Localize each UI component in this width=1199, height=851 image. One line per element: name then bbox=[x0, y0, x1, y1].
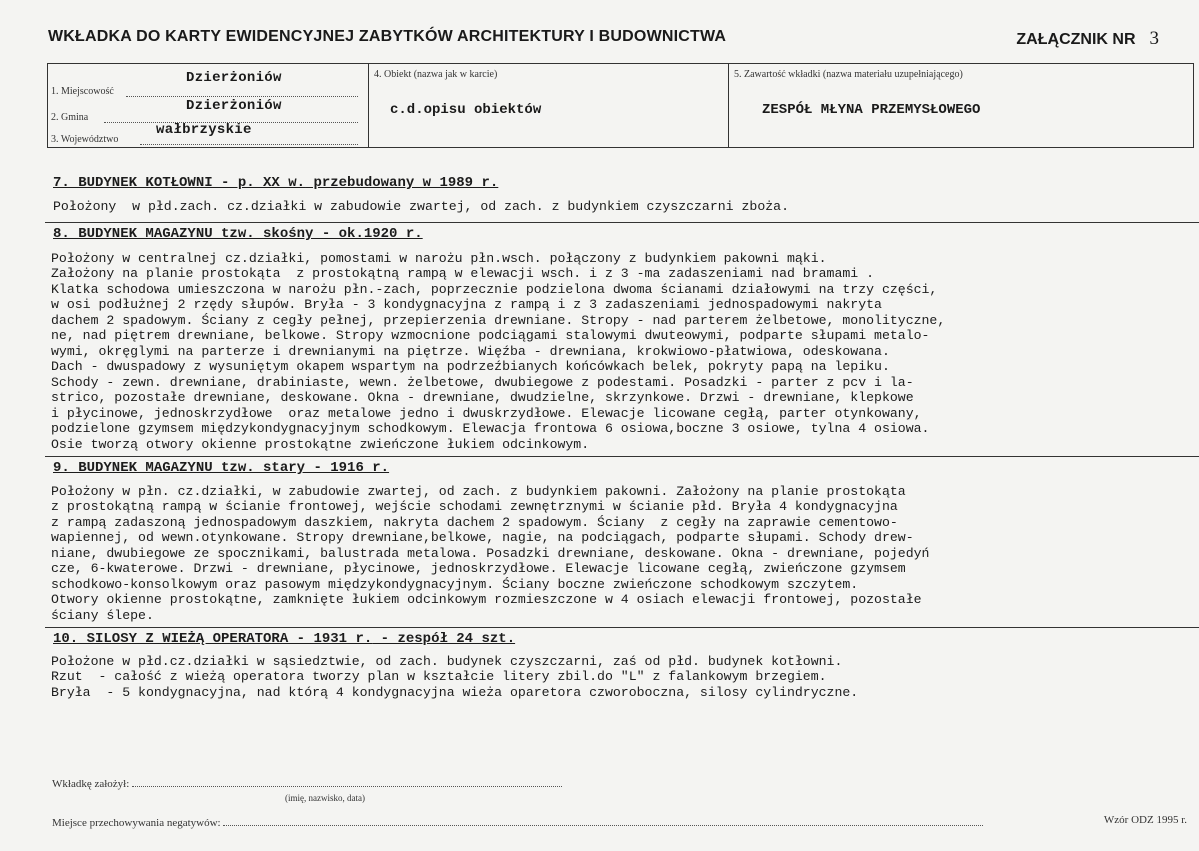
section-paragraph bbox=[47, 484, 1197, 624]
founder-row bbox=[52, 778, 562, 790]
section-warehouse-stary bbox=[47, 461, 1197, 623]
paragraph-line: w osi podłużnej 2 rzędy słupów. Bryła - 3 kondygnacyjna z rampą i z 3 zadaszeniami jednospadowymi nakryta bbox=[51, 297, 882, 312]
content-label: 5. Zawartość wkładki (nazwa materiału uzupełniającego) bbox=[734, 69, 963, 80]
section-heading-text: 10. SILOSY Z WIEŻĄ OPERATORA - 1931 r. bbox=[53, 631, 373, 647]
gmina-label: 2. Gmina bbox=[51, 112, 89, 123]
section-silos bbox=[47, 632, 1197, 700]
paragraph-line: Schody - zewn. drewniane, drabiniaste, wewn. żelbetowe, dwubiegowe z podestami. Posadzki - parter z pcv i la- bbox=[51, 374, 914, 390]
gmina-value: Dzierżoniów bbox=[186, 98, 282, 114]
section-heading bbox=[47, 632, 1197, 648]
paragraph-line: i płycinowe, jednoskrzydłowe oraz metalowe jedno i dwuskrzydłowe. Elewacje licowane cegłą, parter otynkowany, bbox=[51, 405, 922, 421]
paragraph-line: Założony na planie prostokąta z prostokątną rampą w elewacji wsch. i z 3 -ma zadaszeniami nad bramami . bbox=[51, 266, 875, 281]
paragraph-line: Położony w płd.zach. cz.działki w zabudowie zwartej, od zach. z budynkiem czyszczarni zboża. bbox=[53, 198, 789, 214]
storage-dots bbox=[223, 825, 983, 826]
section-warehouse-skosny bbox=[47, 227, 1197, 452]
divider bbox=[45, 222, 1199, 223]
founder-sublabel: (imię, nazwisko, data) bbox=[285, 793, 365, 803]
section-paragraph bbox=[47, 251, 1197, 453]
paragraph-line: podzielone gzymsem międzykondygnacyjnym schodkowym. Elewacja frontowa 6 osiowa,boczne 3 osiowe, tylna 4 osiowa. bbox=[51, 421, 930, 436]
paragraph-line: Otwory okienne prostokątne, zamknięte łukiem odcinkowym rozmieszczone w 4 osiach elewacji frontowej, pozostałe bbox=[51, 592, 922, 607]
content-value: ZESPÓŁ MŁYNA PRZEMYSŁOWEGO bbox=[762, 102, 981, 118]
form-title: WKŁADKA DO KARTY EWIDENCYJNEJ ZABYTKÓW ARCHITEKTURY I BUDOWNICTWA bbox=[48, 28, 727, 45]
paragraph-line: Położony w płn. cz.działki, w zabudowie zwartej, od zach. z budynkiem pakowni. Założony na planie prostokąta bbox=[51, 483, 906, 499]
paragraph-line: z rampą zadaszoną jednospadowym daszkiem, nakryta dachem 2 spadowym. Ściany z cegły na zaprawie cementowo- bbox=[51, 514, 898, 530]
section-heading-rest: przebudowany w 1989 r. bbox=[305, 175, 499, 191]
section-heading bbox=[47, 461, 1197, 477]
section-paragraph bbox=[47, 654, 1197, 701]
object-label: 4. Obiekt (nazwa jak w karcie) bbox=[374, 69, 498, 80]
content-column bbox=[728, 64, 1193, 147]
storage-row bbox=[52, 817, 983, 829]
locality-label: 1. Miejscowość bbox=[51, 86, 114, 97]
section-heading-text: 9. BUDYNEK MAGAZYNU tzw. stary - 1916 r. bbox=[53, 460, 390, 476]
paragraph-line: Klatka schodowa umieszczona w narożu płn.-zach, poprzecznie podzielona dwoma ścianami działowymi na trzy części, bbox=[51, 281, 938, 297]
paragraph-line: Dach - dwuspadowy z wysuniętym okapem wspartym na podrzeźbianych końcówkach belek, pokryty papą na lepiku. bbox=[51, 359, 890, 374]
paragraph-line: ściany ślepe. bbox=[51, 607, 154, 623]
paragraph-line: ne, nad piętrem drewniane, belkowe. Stropy wzmocnione podciągami stalowymi dwuteowymi, podparte słupami metalo- bbox=[51, 328, 930, 343]
founder-label: Wkładkę założył: bbox=[52, 778, 130, 790]
voivodeship-label: 3. Województwo bbox=[51, 134, 119, 145]
paragraph-line: dachem 2 spadowym. Ściany z cegły pełnej, przepierzenia drewniane. Stropy - nad parterem żelbetowe, monolityczne, bbox=[51, 312, 946, 328]
paragraph-line: Położony w centralnej cz.działki, pomostami w narożu płn.wsch. połączony z budynkiem pakowni mąki. bbox=[51, 250, 827, 266]
description-body bbox=[47, 166, 1197, 700]
template-version: Wzór ODZ 1995 r. bbox=[1103, 814, 1187, 826]
attachment-number-value: 3 bbox=[1149, 28, 1159, 49]
paragraph-line: wapiennej, od wewn.otynkowane. Stropy drewniane,belkowe, nagie, na podciągach, podparte słupami. Schody drew- bbox=[51, 530, 914, 545]
locality-dots bbox=[126, 96, 358, 97]
paragraph-line: Położone w płd.cz.działki w sąsiedztwie, od zach. budynek czyszczarni, zaś od płd. budynek kotłowni. bbox=[51, 653, 843, 669]
founder-dots bbox=[132, 786, 562, 787]
section-building-boiler bbox=[47, 176, 1197, 214]
paragraph-line: niane, dwubiegowe ze spocznikami, balustrada metalowa. Posadzki drewniane, deskowane. Okna - drewniane, pojedyń bbox=[51, 545, 930, 561]
attachment-number bbox=[1016, 28, 1159, 50]
identification-box bbox=[47, 63, 1194, 148]
section-heading bbox=[47, 227, 1197, 243]
section-heading-text: 8. BUDYNEK MAGAZYNU tzw. skośny - ok.1920 r. bbox=[53, 226, 423, 242]
attachment-label: ZAŁĄCZNIK NR bbox=[1016, 31, 1136, 48]
voivodeship-dots bbox=[140, 144, 358, 145]
divider bbox=[45, 456, 1199, 457]
paragraph-line: Rzut - całość z wieżą operatora tworzy plan w kształcie litery zbil.do "L" z falankowym brzegiem. bbox=[51, 669, 827, 684]
storage-label: Miejsce przechowywania negatywów: bbox=[52, 817, 221, 829]
paragraph-line: Osie tworzą otwory okienne prostokątne zwieńczone łukiem odcinkowym. bbox=[51, 436, 590, 452]
divider bbox=[45, 627, 1199, 628]
section-heading-rest: - zespół 24 szt. bbox=[372, 631, 516, 647]
paragraph-line: z prostokątną rampą w ścianie frontowej, wejście schodami zewnętrznymi w ścianie płd. Bryła 4 kondygnacyjna bbox=[51, 499, 898, 514]
section-heading-text: 7. BUDYNEK KOTŁOWNI - p. XX w. bbox=[53, 175, 306, 191]
paragraph-line: cze, 6-kwaterowe. Drzwi - drewniane, płycinowe, jednoskrzydłowe. Elewacje licowane cegłą, zwieńczone gzymsem bbox=[51, 561, 906, 576]
section-heading bbox=[47, 176, 1197, 192]
location-column bbox=[48, 64, 369, 147]
object-value: c.d.opisu obiektów bbox=[390, 102, 542, 118]
paragraph-line: strico, pozostałe drewniane, deskowane. Okna - drewniane, dwudzielne, skrzynkowe. Drzwi - drewniane, klepkowe bbox=[51, 390, 914, 405]
paragraph-line: Bryła - 5 kondygnacyjna, nad którą 4 kondygnacyjna wieża oparetora czworoboczna, silosy cylindryczne. bbox=[51, 684, 859, 700]
locality-value: Dzierżoniów bbox=[186, 70, 282, 86]
object-column bbox=[368, 64, 729, 147]
voivodeship-value: wałbrzyskie bbox=[156, 122, 252, 138]
paragraph-line: wymi, okręglymi na parterze i drewnianymi na piętrze. Więźba - drewniana, krokwiowo-płatwiowa, odeskowana. bbox=[51, 343, 890, 359]
paragraph-line: schodkowo-konsolkowym oraz pasowym międzykondygnacyjnym. Ściany boczne zwieńczone schodkowym szczytem. bbox=[51, 576, 859, 592]
